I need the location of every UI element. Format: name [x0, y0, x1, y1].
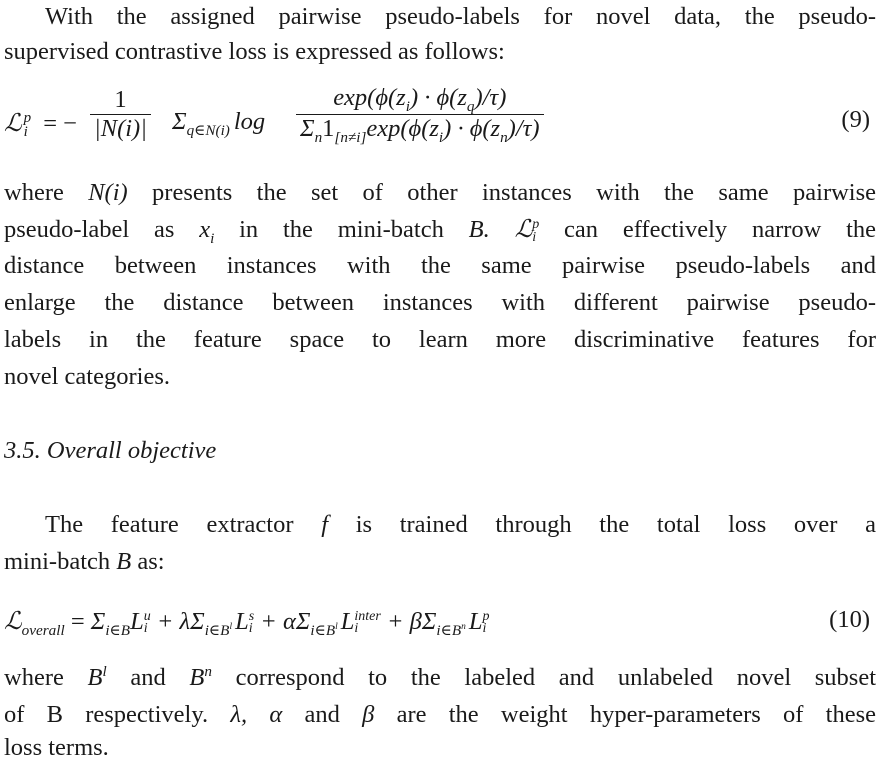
eq10-body: ℒ$_{overall}$ = $\Sigma_{i\in B}L$ u i + $\lambda\Sigma_{i\in B^l}$ L s i + $\alpha\Sigma_{i\in B^l}$ L inter i + $\beta\Sigma_{i\in B^n}$ L p i — [4, 606, 490, 639]
equation-10 — [4, 600, 876, 644]
eq9-number: (9) — [841, 106, 870, 133]
equation-9 — [4, 80, 876, 170]
para1-line1: With the assigned pairwise pseudo-labels for novel data, the pseudo- — [45, 3, 876, 30]
eq9-lhs: ℒ p i = − — [4, 108, 78, 141]
eq9-fraction-1: $\frac{1}{|N(i)|}$ — [90, 86, 151, 143]
para2-line3: distance between instances with the same pairwise pseudo-labels and — [4, 252, 876, 279]
para4-line2: of B respectively. λ, α and β are the weight hyper-parameters of these — [4, 701, 877, 728]
para3-line1: The feature extractor f is trained through the total loss over a — [45, 511, 877, 538]
para1-line2: supervised contrastive loss is expressed as follows: — [4, 38, 505, 65]
para2-line6: novel categories. — [4, 363, 170, 390]
eq9-fraction-2: $\frac{\exp(\phi(z_i) \cdot \phi(z_q)/\tau)}{\Sigma_n1_{[n\ne i]}\exp(\phi(z_i) \cdot \phi(z_n)/\tau)}$ — [296, 84, 544, 143]
para3-line2: mini-batch B as: — [4, 548, 165, 575]
section-heading: 3.5. Overall objective — [4, 437, 217, 464]
para4-line1: where $B^l$ and $B^n$ correspond to the labeled and unlabeled novel subset — [4, 662, 877, 691]
para4-line3: loss terms. — [4, 734, 109, 761]
eq10-number: (10) — [829, 606, 870, 633]
para2-line1: where N(i) presents the set of other instances with the same pairwise — [4, 179, 877, 206]
para2-line5: labels in the feature space to learn more discriminative features for — [4, 326, 876, 353]
para2-line4: enlarge the distance between instances with different pairwise pseudo- — [4, 289, 876, 316]
eq9-sum-log: $\Sigma_{q\in N(i)}$ log — [172, 108, 266, 139]
para2-line2: pseudo-label as $x_i$ in the mini-batch B. ℒ p i can effectively narrow the — [4, 214, 877, 247]
